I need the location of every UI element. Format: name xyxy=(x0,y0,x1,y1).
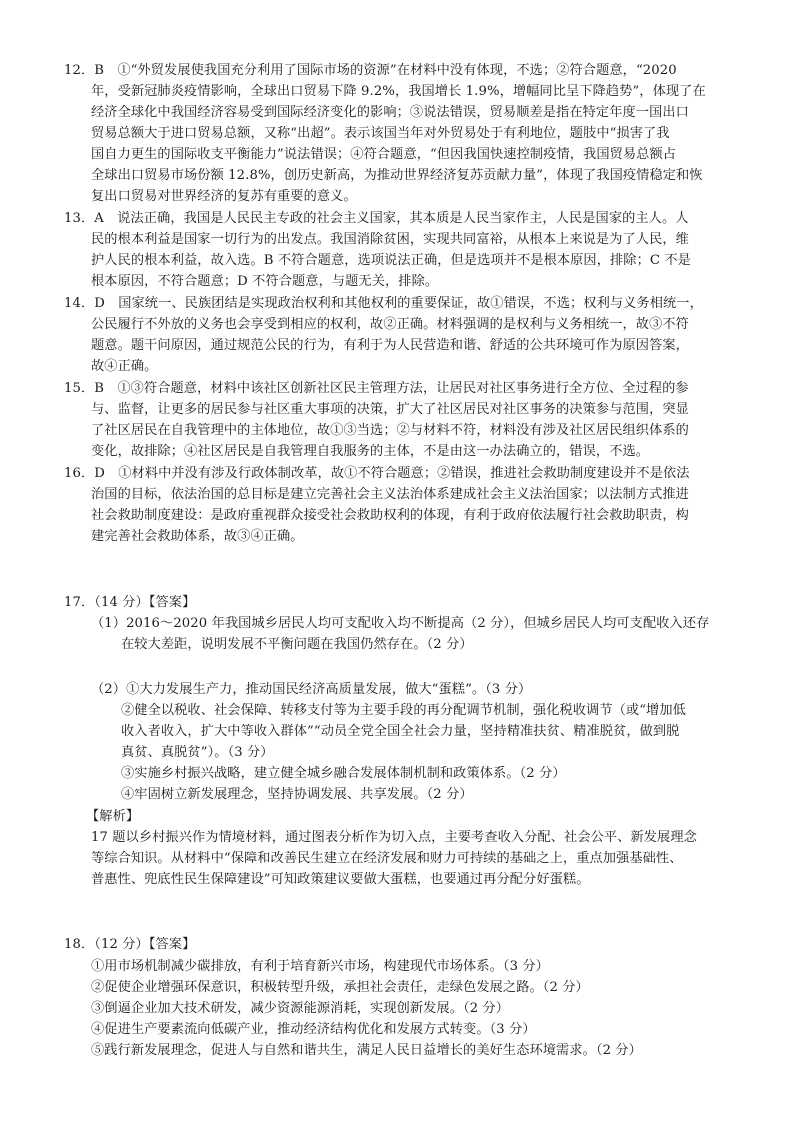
answer-12-line: 国自力更生的国际收支平衡能力”说法错误；④符合题意，“但因我国快速控制疫情，我国贸易总额占 xyxy=(91,147,677,162)
answer-17-header: 17．（14 分）【答案】 xyxy=(64,595,196,610)
answer-16-line: 建完善社会救助体系，故③④正确。 xyxy=(91,529,304,544)
answer-17-part2-line: 真贫、真脱贫”）。（3 分） xyxy=(121,745,274,760)
answer-12-line: 12．B ①“外贸发展使我国充分利用了国际市场的资源”在材料中没有体现，不选；②符合题意，“2020 xyxy=(64,63,677,78)
answer-16-line: 治国的目标，依法治国的总目标是建立完善社会主义法治体系建成社会主义法治国家；以法制方式推进 xyxy=(91,487,689,502)
answer-13-line: 护人民的根本利益，故入选。B 不符合题意，选项说法正确，但是选项并不是根本原因，排除；C 不是 xyxy=(91,253,691,268)
answer-17-analysis-line: 等综合知识。从材料中“保障和改善民生建立在经济发展和财力可持续的基础之上，重点加强基础性、 xyxy=(91,851,683,866)
answer-12-line: 经济全球化中我国经济容易受到国际经济变化的影响；③说法错误，贸易顺差是指在特定年度一国出口 xyxy=(91,105,689,120)
answer-17-analysis-label: 【解析】 xyxy=(86,809,140,824)
answer-18-line: ⑤践行新发展理念，促进人与自然和谐共生，满足人民日益增长的美好生态环境需求。（2 分） xyxy=(91,1043,642,1058)
answer-16-line: 社会救助制度建设：是政府重视群众接受社会救助权利的体现，有利于政府依法履行社会救助职责，构 xyxy=(91,508,689,523)
answer-14-line: 故④正确。 xyxy=(91,359,158,374)
answer-17-part1-line: （1）2016～2020 年我国城乡居民人均可支配收入均不断提高（2 分），但城乡居民人均可支配收入还存 xyxy=(91,616,710,631)
answer-12-line: 全球出口贸易市场份额 12.8%，创历史新高，为推动世界经济复苏贡献力量”，体现了我国疫情稳定和恢 xyxy=(91,168,703,183)
answer-15-line: 了社区居民在自我管理中的主体地位，故①③当选；②与材料不符，材料没有涉及社区居民组织体系的 xyxy=(91,423,689,438)
answer-18-line: ③倒逼企业加大技术研发，减少资源能源消耗，实现创新发展。（2 分） xyxy=(91,1001,510,1016)
answer-17-part2-line: ②健全以税收、社会保障、转移支付等为主要手段的再分配调节机制，强化税收调节（或“增加低 xyxy=(121,703,686,718)
answer-15-line: 变化，故排除；④社区居民是自我管理自我服务的主体，不是由这一办法确立的，错误，不选。 xyxy=(91,444,650,459)
answer-18-line: ④促进生产要素流向低碳产业，推动经济结构优化和发展方式转变。（3 分） xyxy=(91,1022,536,1037)
answer-16-line: 16．D ①材料中并没有涉及行政体制改革，故①不符合题意；②错误，推进社会救助制度建设并不是依法 xyxy=(64,466,690,481)
answer-17-part2-line: ④牢固树立新发展理念，坚持协调发展、共享发展。（2 分） xyxy=(121,787,473,802)
answer-17-part2-line: 收入者收入，扩大中等收入群体”“动员全党全国全社会力量，坚持精准扶贫、精准脱贫，做到脱 xyxy=(121,724,680,739)
answer-12-line: 复出口贸易对世界经济的复苏有重要的意义。 xyxy=(91,189,357,204)
answer-14-line: 题意。题干问原因，通过规范公民的行为，有利于为人民营造和谐、舒适的公共环境可作为原因答案， xyxy=(91,338,689,353)
answer-18-line: ②促使企业增强环保意识，积极转型升级，承担社会责任，走绿色发展之路。（2 分） xyxy=(91,980,589,995)
answer-18-line: ①用市场机制减少碳排放，有利于培育新兴市场，构建现代市场体系。（3 分） xyxy=(91,959,549,974)
answer-14-line: 公民履行不外放的义务也会享受到相应的权利，故②正确。材料强调的是权利与义务相统一，故③不符 xyxy=(91,317,689,332)
answer-17-part1-line: 在较大差距，说明发展不平衡问题在我国仍然存在。（2 分） xyxy=(121,637,473,652)
answer-13-line: 民的根本利益是国家一切行为的出发点。我国消除贫困，实现共同富裕，从根本上来说是为了人民，维 xyxy=(91,232,689,247)
answer-13-line: 13．A 说法正确，我国是人民民主专政的社会主义国家，其本质是人民当家作主，人民是国家的主人。人 xyxy=(64,211,689,226)
answer-12-line: 年，受新冠肺炎疫情影响，全球出口贸易下降 9.2%，我国增长 1.9%，增幅同比呈下降趋势”，体现了在 xyxy=(91,84,706,99)
answer-12-line: 贸易总额大于进口贸易总额，又称“出超”。表示该国当年对外贸易处于有利地位，题肢中“损害了我 xyxy=(91,126,670,141)
answer-14-line: 14．D 国家统一、民族团结是实现政治权利和其他权利的重要保证，故①错误，不选；权利与义务相统一， xyxy=(64,296,703,311)
answer-17-analysis-line: 17 题以乡村振兴作为情境材料，通过图表分析作为切入点，主要考查收入分配、社会公平、新发展理念 xyxy=(91,830,697,845)
answer-15-line: 15．B ①③符合题意，材料中该社区创新社区民主管理方法，让居民对社区事务进行全方位、全过程的参 xyxy=(64,381,689,396)
answer-13-line: 根本原因，不符合题意；D 不符合题意，与题无关，排除。 xyxy=(91,274,439,289)
answer-15-line: 与、监督，让更多的居民参与社区重大事项的决策，扩大了社区居民对社区事务的决策参与范围，突显 xyxy=(91,402,689,417)
answer-17-part2-line: ③实施乡村振兴战略，建立健全城乡融合发展体制机制和政策体系。（2 分） xyxy=(121,766,566,781)
answer-17-part2-line: （2）①大力发展生产力，推动国民经济高质量发展，做大“蛋糕”。（3 分） xyxy=(91,682,532,697)
answer-17-analysis-line: 普惠性、兜底性民生保障建设”可知政策建议要做大蛋糕，也要通过再分配分好蛋糕。 xyxy=(91,872,590,887)
answer-18-header: 18．（12 分）【答案】 xyxy=(64,937,196,952)
